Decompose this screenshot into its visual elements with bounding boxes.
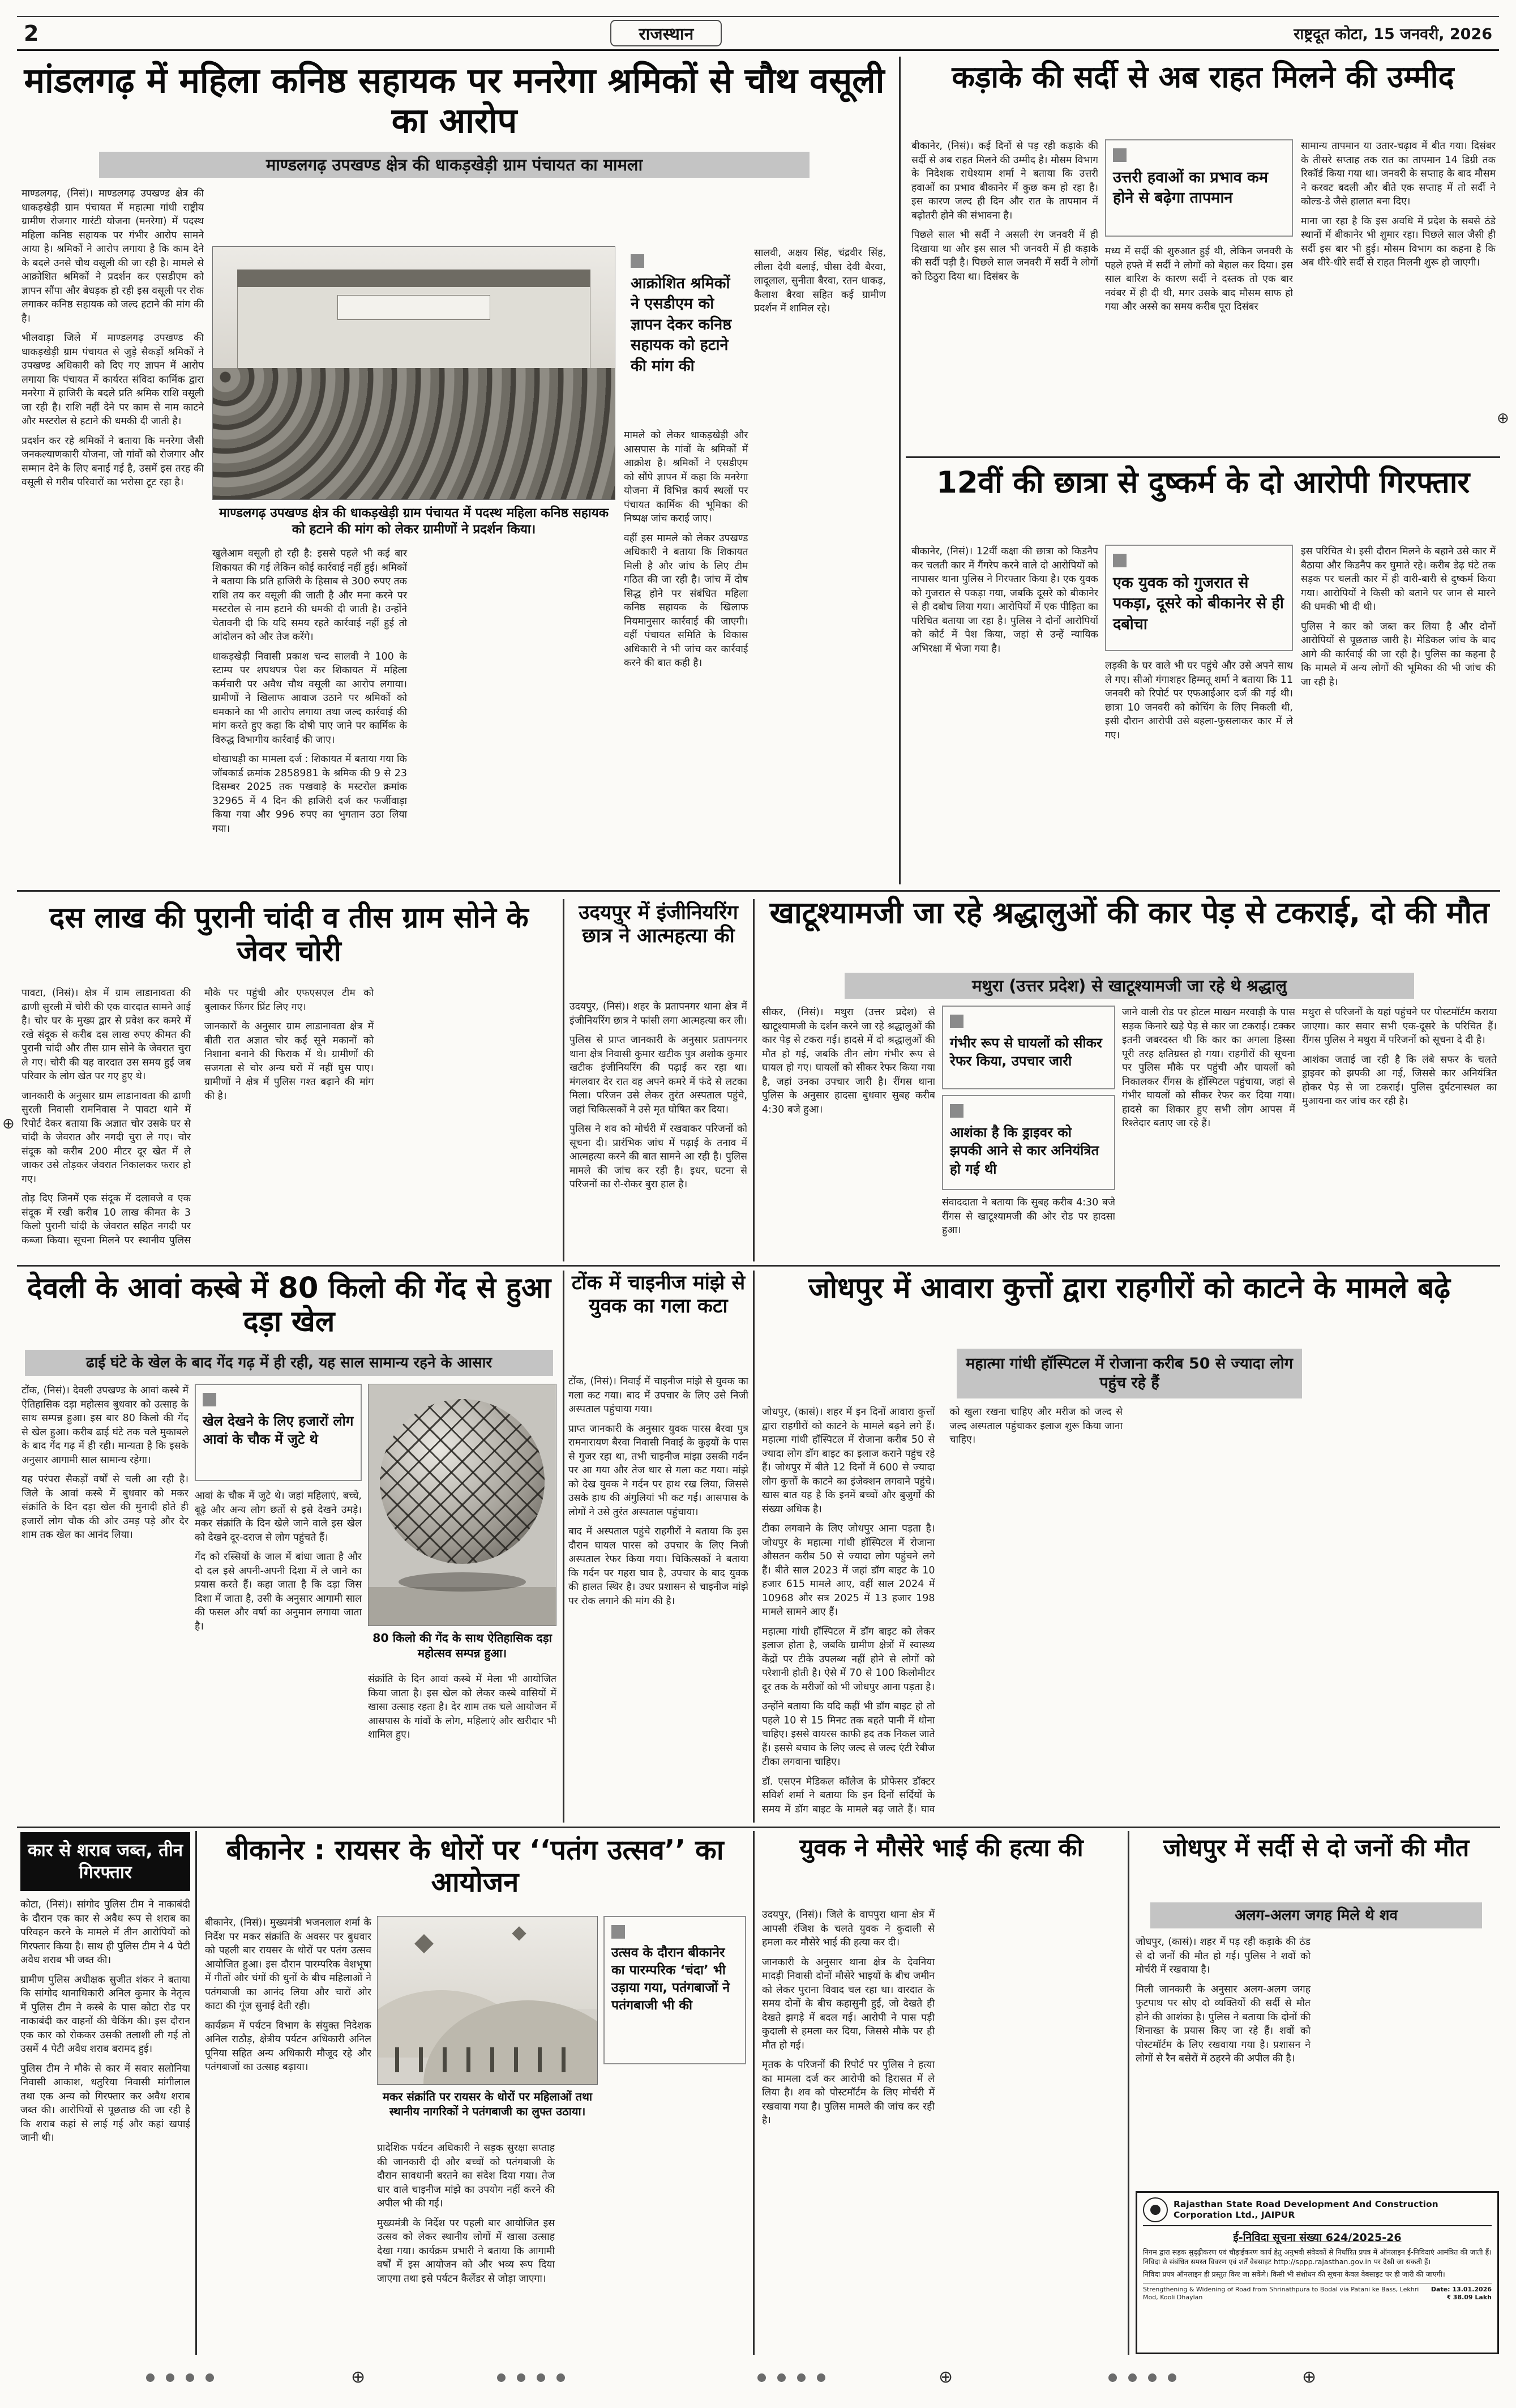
article-body: प्रादेशिक पर्यटन अधिकारी ने सड़क सुरक्षा सप्ताह की जानकारी दी और बच्चों को पतंगबाजी के दौरान सावधानी बरतने का संदेश दिया गया। तेज धार वाले चाइनीज मांझे का उपयोग नहीं करने की अपील भी की गई। मुख्यमंत्री के निर्देश पर पहली बार आयोजित इस उत्सव को लेकर स्थानीय लोगों में खासा उत्साह देखा गया। कार्यक्रम प्रभारी ने बताया कि आगामी वर्षों में इस आयोजन को और भव्य रूप दिया जाएगा तथा इसे पर्यटन कैलेंडर से जोड़ा जाएगा।: [377, 2142, 555, 2285]
color-dot: [817, 2373, 825, 2382]
color-dot: [777, 2373, 786, 2382]
article-body: सीकर, (निसं)। मथुरा (उत्तर प्रदेश) से खाटूश्यामजी के दर्शन करने जा रहे श्रद्धालुओं की कार पेड़ से टकरा गई। हादसे में दो श्रद्धालुओं की मौत हो गई, जबकि तीन लोग गंभीर रूप से घायल हो गए। घायलों को सीकर रेफर किया गया है, जहां उनका उपचार जारी है। रींगस थाना पुलिस के अनुसार हादसा बुधवार सुबह करीब 4:30 बजे हुआ।: [762, 1007, 935, 1115]
bullet-square-icon: [611, 1925, 625, 1939]
ad-footer: [1143, 2283, 1492, 2302]
article-body: जाने वाली रोड पर होटल माखन मरवाड़ी के पास सड़क किनारे खड़े पेड़ से कार जा टकराई। टक्कर इतनी जबरदस्त थी कि कार का अगला हिस्सा पूरी तरह क्षतिग्रस्त हो गया। राहगीरों की सूचना पर पुलिस मौके पर पहुंची और घायलों को निकालकर रींगस के हॉस्पिटल पहुंचाया, जहां से गंभीर घायलों को सीकर रेफर कर दिया गया। हादसे का शिकार हुए सभी लोग आपस में रिश्तेदार बताए जा रहे हैं।: [1122, 1007, 1295, 1129]
infobox-patang: [603, 1916, 746, 2064]
dada-ball-photo: [368, 1384, 556, 1626]
color-registration-dots: [1108, 2373, 1176, 2382]
photo-ball: [380, 1399, 545, 1564]
divider: [1128, 1831, 1129, 2355]
article-body: उदयपुर, (निसं)। शहर के प्रतापनगर थाना क्षेत्र में इंजीनियरिंग छात्र ने फांसी लगा आत्महत्या कर ली। पुलिस से प्राप्त जानकारी के अनुसार प्रतापनगर थाना क्षेत्र निवासी कुमार खटीक पुत्र अशोक कुमार खटीक इंजीनियरिंग की पढ़ाई कर रहा था। मंगलवार देर रात वह अपने कमरे में फंदे से लटका मिला। परिजन उसे लेकर तुरंत अस्पताल पहुंचे, जहां चिकित्सकों ने उसे मृत घोषित कर दिया। पुलिस ने शव को मोर्चरी में रखवाकर परिजनों को सूचना दी। प्रारंभिक जांच में पढ़ाई के तनाव में आत्महत्या करने की बात सामने आ रही है। पुलिस मामले की जांच कर रही है। इधर, घटना से परिजनों का रो-रोकर बुरा हाल है।: [569, 1001, 747, 1190]
photo-roof: [237, 270, 591, 287]
photo-caption-mandalgarh: माण्डलगढ़ उपखण्ड क्षेत्र की धाकड़खेड़ी ग्राम पंचायत में पदस्थ महिला कनिष्ठ सहायक को हटाने की मांग को लेकर ग्रामीणों ने प्रदर्शन किया।: [219, 506, 609, 537]
headline-sardi: कड़ाके की सर्दी से अब राहत मिलने की उम्मीद: [952, 60, 1454, 95]
color-dot: [1108, 2373, 1117, 2382]
ad-meta: [1431, 2286, 1492, 2302]
color-dot: [205, 2373, 214, 2382]
bullet-square-icon: [950, 1104, 963, 1118]
photo-crowd: [213, 368, 615, 499]
photo-people: [395, 2047, 580, 2072]
article-body: इस परिचित थे। इसी दौरान मिलने के बहाने उसे कार में बैठाया और किडनैप कर घुमाते रहे। करीब डेढ़ घंटे तक सड़क पर चलती कार में ही वारी-बारी से दुष्कर्म किया गया। आरोपियों ने किसी को बताने पर जान से मारने की धमकी भी दी थी। पुलिस ने कार को जब्त कर लिया है और दोनों आरोपियों से पूछताछ जारी है। मेडिकल जांच के बाद आगे की कार्रवाई की जा रही है। पुलिस का कहना है कि मामले में अन्य लोगों की भूमिका की भी जांच की जा रही है।: [1301, 546, 1496, 688]
divider: [563, 899, 564, 1261]
infobox-khatu-2: [942, 1095, 1115, 1190]
divider: [753, 1831, 755, 2355]
article-body: आवां के चौक में जुटे थे। जहां महिलाएं, बच्चे, बूढ़े और अन्य लोग छतों से इसे देखने उमड़े। मकर संक्रांति के दिन खेले जाने वाले इस खेल को देखने दूर-दराज से लोग पहुंचते हैं। गेंद को रस्सियों के जाल में बांधा जाता है और दो दल इसे अपनी-अपनी दिशा में ले जाने का प्रयास करते हैं। कहा जाता है कि दड़ा जिस दिशा में जाता है, उसी के अनुसार आगामी साल की फसल और वर्षा का अनुमान लगाया जाता है।: [195, 1490, 362, 1632]
color-dot: [556, 2373, 565, 2382]
headline-dogs: जोधपुर में आवारा कुत्तों द्वारा राहगीरों को काटने के मामले बढ़े: [808, 1272, 1450, 1305]
bullet-square-icon: [1113, 148, 1127, 162]
edition-date: राष्ट्रदूत कोटा, 15 जनवरी, 2026: [1294, 25, 1492, 43]
color-dot: [497, 2373, 506, 2382]
article-body: जोधपुर, (कासं)। शहर में पड़ रही कड़ाके की ठंड से दो जनों की मौत हो गई। पुलिस ने शवों को मोर्चरी में रखवाया है। मिली जानकारी के अनुसार अलग-अलग जगह फुटपाथ पर सोए दो व्यक्तियों की सर्दी से मौत होने की आशंका है। पुलिस ने बताया कि दोनों की शिनाख्त के प्रयास किए जा रहे हैं। शवों को पोस्टमॉर्टम के लिए रखवाया गया है। प्रशासन ने लोगों से रैन बसेरों में ठहरने की अपील की है।: [1136, 1936, 1311, 2064]
registration-mark-icon: ⊕: [1302, 2367, 1317, 2387]
infobox-text: उत्सव के दौरान बीकानेर का पारम्परिक ‘चंदा’ भी उड़ाया गया, पतंगबाजों ने पतंगबाजी भी की: [611, 1945, 730, 2013]
article-body: बीकानेर, (निसं)। कई दिनों से पड़ रही कड़ाके की सर्दी से अब राहत मिलने की उम्मीद है। मौसम विभाग के निदेशक राधेश्याम शर्मा ने बताया कि उत्तरी हवाओं का प्रभाव बीकानेर में कुछ कम हो रहा है। इस कारण जल्द ही दिन और रात के तापमान में बढ़ोतरी होने की संभावना है। पिछले साल भी सर्दी ने असली रंग जनवरी में ही दिखाया था और इस साल भी जनवरी में ही कड़ाके की सर्दी पड़ी है। पिछले साल जनवरी में सर्दी ने लोगों को ठिठुरा दिया था। दिसंबर के: [911, 140, 1098, 283]
registration-mark-icon: ⊕: [939, 2367, 953, 2387]
color-dot: [166, 2373, 174, 2382]
section-name: राजस्थान: [610, 20, 722, 46]
article-body: मामले को लेकर धाकड़खेड़ी और आसपास के गांवों के श्रमिकों में आक्रोश है। श्रमिकों ने एसडीएम को सौंपे ज्ञापन में कहा कि मनरेगा योजना में विभिन्न कार्य स्थलों पर पंचायत कार्मिक की भूमिका की निष्पक्ष जांच कराई जाए। वहीं इस मामले को लेकर उपखण्ड अधिकारी ने बताया कि शिकायत मिली है और जांच के लिए टीम गठित की जा रही है। जांच में दोष सिद्ध होने पर संबंधित महिला कनिष्ठ सहायक के खिलाफ नियमानुसार कार्रवाई की जाएगी। वहीं पंचायत समिति के विकास अधिकारी ने भी जांच कर कार्रवाई करने की बात कही है।: [624, 430, 748, 669]
registration-mark-icon: ⊕: [1497, 410, 1509, 427]
headline-tonk: टोंक में चाइनीज मांझे से युवक का गला कटा: [571, 1272, 746, 1318]
article-body: माण्डलगढ़, (निसं)। माण्डलगढ़ उपखण्ड क्षेत्र की धाकड़खेड़ी ग्राम पंचायत में महात्मा गांधी राष्ट्रीय ग्रामीण रोजगार गारंटी योजना (मनरेगा) में पदस्थ महिला कनिष्ठ सहायक पर गंभीर आरोप सामने आया है। श्रमिकों ने आरोप लगाया है कि काम देने के बदले उनसे चौथ वसूली की जा रही है। मामले से आक्रोशित श्रमिकों ने प्रदर्शन कर एसडीएम को ज्ञापन सौंपा और बेधड़क हो रही इस वसूली पर रोक लगाकर कनिष्ठ सहायक को जल्द हटाने की मांग की है। भीलवाड़ा जिले में माण्डलगढ़ उपखण्ड की धाकड़खेड़ी ग्राम पंचायत से जुड़े सैकड़ों श्रमिकों ने उपखण्ड अधिकारी को दिए गए ज्ञापन में आरोप लगाया कि पंचायत में कार्यरत संविदा कार्मिक द्वारा मनरेगा में हाजिरी के बदले प्रति श्रमिक राशि वसूली जा रही है। राशि नहीं देने पर काम से नाम काटने और मस्टरोल से हटाने की धमकी दी जाती है। प्रदर्शन कर रहे श्रमिकों ने बताया कि मनरेगा जैसी जनकल्याणकारी योजना, जो गांवों को रोजगार और सम्मान देने के लिए बनाई गई है, उसमें इस तरह की वसूली से गरीब परिवारों का भरोसा टूट रहा है।: [22, 188, 204, 488]
ad-body: निगम द्वारा सड़क सुदृढ़ीकरण एवं चौड़ाईकरण कार्य हेतु अनुभवी संवेदकों से निर्धारित प्रपत्र में ऑनलाइन ई-निविदाएं आमंत्रित की जाती हैं। निविदा से संबंधित समस्त विवरण एवं शर्तें वेबसाइट http://sppp.rajasthan.gov.in पर देखी जा सकती हैं। निविदा प्रपत्र ऑनलाइन ही प्रस्तुत किए जा सकेंगे। किसी भी संशोधन की सूचना केवल वेबसाइट पर ही जारी की जाएगी।: [1143, 2248, 1492, 2278]
divider: [17, 1827, 1500, 1828]
color-dot: [537, 2373, 545, 2382]
kicker-dada: ढाई घंटे के खेल के बाद गेंद गढ़ में ही रही, यह साल सामान्य रहने के आसार: [25, 1350, 553, 1376]
photo-signboard: [337, 295, 490, 320]
article-body: बीकानेर, (निसं)। 12वीं कक्षा की छात्रा को किडनैप कर चलती कार में गैंगरेप करने वाले दो आरोपियों को नापासर थाना पुलिस ने गिरफ्तार किया है। एक युवक को गुजरात से पकड़ा गया, जबकि दूसरे को बीकानेर से ही दबोच लिया गया। आरोपियों में एक पीड़िता का परिचित बताया जा रहा है। पुलिस ने दोनों आरोपियों को कोर्ट में पेश किया, जहां से उन्हें न्यायिक अभिरक्षा में भेजा गया है।: [911, 546, 1098, 655]
bullet-square-icon: [203, 1393, 216, 1406]
bullet-square-icon: [631, 254, 644, 268]
infobox-dada: [195, 1384, 362, 1481]
protest-photo: [212, 246, 615, 500]
color-dot: [1128, 2373, 1137, 2382]
page-number: 2: [24, 20, 39, 46]
article-body: मध्य में सर्दी की शुरुआत हुई थी, लेकिन जनवरी के पहले हफ्ते में सर्दी ने लोगों को बेहाल कर दिया। इस साल बारिश के कारण सर्दी ने दस्तक तो एक बार नवंबर में ही दी थी, मगर उसके बाद मौसम साफ हो गया और अस्से का समय करीब पूरा दिसंबर: [1105, 246, 1293, 313]
ad-date: Date: 13.01.2026: [1431, 2285, 1492, 2293]
rsrdc-logo-icon: [1143, 2197, 1168, 2222]
photo-net: [380, 1399, 545, 1564]
article-body: लड़की के घर वाले भी घर पहुंचे और उसे अपने साथ ले गए। सीओ गंगाशहर हिम्मतू शर्मा ने बताया कि 11 जनवरी को रिपोर्ट पर एफआईआर दर्ज की गई थी। छात्रा 10 जनवरी को कोचिंग के लिए निकली थी, इसी दौरान आरोपी उसे बहला-फुसलाकर कार में ले गए।: [1105, 660, 1293, 741]
ad-title: Rajasthan State Road Development And Construction Corporation Ltd., JAIPUR: [1174, 2199, 1438, 2220]
color-registration-dots: [497, 2373, 565, 2382]
article-body: टोंक, (निसं)। निवाई में चाइनीज मांझे से युवक का गला कट गया। बाद में उपचार के लिए उसे निजी अस्पताल पहुंचाया गया। प्राप्त जानकारी के अनुसार युवक पारस बैरवा पुत्र रामनारायण बैरवा निवासी निवाई के कुइयों के पास से गुजर रहा था, तभी चाइनीज मांझा उसकी गर्दन पर आ गया और तेज धार से गला कट गया। मांझे को देख युवक ने गर्दन पर हाथ रख लिया, जिससे उसके हाथ की अंगुलियां भी कट गईं। आसपास के लोगों ने उसे तुरंत अस्पताल पहुंचाया। बाद में अस्पताल पहुंचे राहगीरों ने बताया कि इस दौरान घायल पारस को उपचार के लिए निजी अस्पताल रेफर किया गया। चिकित्सकों ने बताया कि गर्दन पर गहरा घाव है, उपचार के बाद युवक की हालत स्थिर है। उधर प्रशासन से चाइनीज मांझे पर रोक लगाने की मांग की है।: [568, 1376, 748, 1607]
article-body: कोटा, (निसं)। सांगोद पुलिस टीम ने नाकाबंदी के दौरान एक कार से अवैध रूप से शराब का परिवहन करने के मामले में तीन आरोपियों को गिरफ्तार किया है। साथ ही पुलिस टीम ने 4 पेटी अवैध शराब भी जब्त की। ग्रामीण पुलिस अधीक्षक सुजीत शंकर ने बताया कि सांगोद थानाधिकारी अनिल कुमार के नेतृत्व में पुलिस टीम ने कस्बे के पास कोटा रोड पर नाकाबंदी कर वाहनों की चैकिंग की। इस दौरान एक कार को रोककर उसकी तलाशी ली गई तो उसमें 4 पेटी अवैध शराब बरामद हुई। पुलिस टीम ने मौके से कार में सवार सलोनिया निवासी आकाश, धतुरिया निवासी मांगीलाल तथा एक अन्य को गिरफ्तार कर अवैध शराब जब्त की। आरोपियों से पूछताछ की जा रही है कि शराब कहां से लाई गई और कहां खपाई जानी थी।: [20, 1899, 190, 2144]
article-body: जोधपुर, (कासं)। शहर में इन दिनों आवारा कुत्तों द्वारा राहगीरों को काटने के मामले बढ़ने लगे हैं। महात्मा गांधी हॉस्पिटल में रोजाना करीब 50 से ज्यादा लोग डॉग बाइट का इलाज कराने पहुंच रहे हैं। जोधपुर में बीते 12 दिनों में 600 से ज्यादा लोग कुत्तों के काटने का इंजेक्शन लगवाने पहुंचे। खास बात यह है कि इनमें बच्चों और बुजुर्गों की संख्या अधिक है। टीका लगवाने के लिए जोधपुर आना पड़ता है। जोधपुर के महात्मा गांधी हॉस्पिटल में रोजाना औसतन करीब 50 से ज्यादा लोग पहुंचने लगे हैं। बीते साल 2023 में जहां डॉग बाइट के 10 हजार 615 मामले आए, वहीं साल 2024 में 10968 और सत्र 2025 में 13 हजार 198 मामले सामने आए हैं। महात्मा गांधी हॉस्पिटल में डॉग बाइट को लेकर इलाज होता है, जबकि ग्रामीण क्षेत्रों में स्वास्थ्य केंद्रों पर टीके उपलब्ध नहीं होने से लोगों को परेशानी होती है। ऐसे में 70 से 100 किलोमीटर दूर तक के मरीजों को भी जोधपुर आना पड़ता है। उन्होंने बताया कि यदि कहीं भी डॉग बाइट हो तो पहले 10 से 15 मिनट तक बहते पानी में धोना चाहिए। इससे वायरस काफी हद तक निकल जाते हैं। इससे बचाव के लिए जल्द से जल्द एंटी रेबीज टीका लगवाना चाहिए। डॉ. एसएन मेडिकल कॉलेज के प्रोफेसर डॉक्टर सविर्श शर्मा ने बताया कि इन दिनों सर्दियों के समय में डॉग बाइट के मामले बढ़ जाते हैं। घाव को खुला रखना चाहिए और मरीज को जल्द से जल्द अस्पताल पहुंचाकर इलाज शुरू किया जाना चाहिए।: [762, 1406, 1123, 1815]
infobox-chhatra: [1105, 545, 1293, 651]
article-body: मथुरा से परिजनों के यहां पहुंचने पर पोस्टमॉर्टम कराया जाएगा। कार सवार सभी एक-दूसरे के परिचित हैं। रींगस पुलिस ने मथुरा में परिजनों को सूचना दे दी है। आशंका जताई जा रही है कि लंबे सफर के चलते ड्राइवर को झपकी आ गई, जिससे कार अनियंत्रित होकर पेड़ से जा टकराई। पुलिस दुर्घटनास्थल का मुआयना कर जांच कर रही है।: [1302, 1007, 1497, 1107]
article-body: उदयपुर, (निसं)। जिले के वापपुरा थाना क्षेत्र में आपसी रंजिश के चलते युवक ने कुदाली से हमला कर मौसेरे भाई की हत्या कर दी। जानकारी के अनुसार थाना क्षेत्र के देवनिया मादड़ी निवासी दोनों मौसेरे भाइयों के बीच जमीन को लेकर पुराना विवाद चल रहा था। वारदात के समय दोनों के बीच कहासुनी हुई, जो देखते ही देखते झगड़े में बदल गई। आरोपी ने पास पड़ी कुदाली से हमला कर दिया, जिससे मौके पर ही मौत हो गई। मृतक के परिजनों की रिपोर्ट पर पुलिस ने हत्या का मामला दर्ज कर आरोपी को हिरासत में ले लिया है। शव को पोस्टमॉर्टम के लिए मोर्चरी में रखवाया गया है। पुलिस मामले की जांच कर रही है।: [762, 1909, 935, 2126]
headline-dada: देवली के आवां कस्बे में 80 किलो की गेंद से हुआ दड़ा खेल: [27, 1272, 551, 1339]
infobox-text: खेल देखने के लिए हजारों लोग आवां के चौक में जुटे थे: [203, 1413, 354, 1448]
infobox-text: आशंका है कि ड्राइवर को झपकी आने से कार अनियंत्रित हो गई थी: [950, 1124, 1099, 1177]
infobox-text: आक्रोशित श्रमिकों ने एसडीएम को ज्ञापन देकर कनिष्ठ सहायक को हटाने की मांग की: [631, 275, 732, 375]
photo-caption-patang: मकर संक्रांति पर रायसर के धोरों पर महिलाओं तथा स्थानीय नागरिकों ने पतंगबाजी का लुफ्त उठाया।: [382, 2090, 593, 2118]
kicker-mandalgarh: माण्डलगढ़ उपखण्ड क्षेत्र की धाकड़खेड़ी ग्राम पंचायत का मामला: [99, 152, 810, 178]
infobox-text: गंभीर रूप से घायलों को सीकर रेफर किया, उपचार जारी: [950, 1035, 1102, 1070]
kicker-dogs: महात्मा गांधी हॉस्पिटल में रोजाना करीब 50 से ज्यादा लोग पहुंच रहे हैं: [957, 1349, 1302, 1398]
infobox-text: उत्तरी हवाओं का प्रभाव कम होने से बढ़ेगा तापमान: [1113, 169, 1268, 207]
ad-header: [1143, 2197, 1492, 2226]
headline-chhatra: 12वीं की छात्रा से दुष्कर्म के दो आरोपी गिरफ्तार: [936, 465, 1470, 500]
headline-khatu: खाटूश्यामजी जा रहे श्रद्धालुओं की कार पेड़ से टकराई, दो की मौत: [769, 896, 1489, 930]
infobox-khatu-1: [942, 1006, 1115, 1089]
color-dot: [146, 2373, 155, 2382]
kicker-khatu: मथुरा (उत्तर प्रदेश) से खाटूश्यामजी जा रहे थे श्रद्धालु: [845, 973, 1414, 999]
divider: [753, 1271, 755, 1823]
photo-caption-dada: 80 किलो की गेंद के साथ ऐतिहासिक दड़ा महोत्सव सम्पन्न हुआ।: [372, 1631, 552, 1660]
registration-mark-icon: ⊕: [351, 2367, 366, 2387]
headline-jsardi: जोधपुर में सर्दी से दो जनों की मौत: [1163, 1834, 1470, 1862]
infobox-mandalgarh: [624, 246, 747, 417]
infobox-sardi: [1105, 139, 1293, 237]
headline-sharab: कार से शराब जब्त, तीन गिरफ्तार: [20, 1832, 190, 1891]
divider: [563, 1271, 564, 1823]
article-body: पावटा, (निसं)। क्षेत्र में ग्राम लाडानावता की ढाणी सुरली में चोरी की एक वारदात सामने आई है। चोर घर के मुख्य द्वार से प्रवेश कर कमरे में रखे संदूक से करीब दस लाख रुपए कीमत की पुरानी चांदी और तीस ग्राम सोने के जेवरात चुरा ले गए। चोरी की यह वारदात उस समय हुई जब परिवार के लोग खेत पर गए हुए थे। जानकारी के अनुसार ग्राम लाडानावता की ढाणी सुरली निवासी रामनिवास ने पावटा थाने में रिपोर्ट देकर बताया कि अज्ञात चोर उसके घर से चांदी के जेवरात और नगदी चुरा ले गए। चोर संदूक को करीब 200 मीटर दूर खेत में ले जाकर उसे तोड़कर जेवरात निकालकर फरार हो गए। तोड़ दिए जिनमें एक संदूक में दलावजे व एक संदूक में रखी करीब 10 लाख कीमत के 3 किलो पुरानी चांदी के जेवरात सहित नगदी पर कब्जा किया। सूचना मिलने पर स्थानीय पुलिस मौके पर पहुंची और एफएसएल टीम को बुलाकर फिंगर प्रिंट लिए गए। जानकारों के अनुसार ग्राम लाडानावता क्षेत्र में बीती रात अज्ञात चोर कई सूने मकानों को निशाना बनाने की फिराक में थे। ग्रामीणों की सजगता से चोर अन्य घरों में नहीं घुस पाए। ग्रामीणों ने क्षेत्र में पुलिस गश्त बढ़ाने की मांग की है।: [22, 987, 374, 1246]
color-dot: [757, 2373, 766, 2382]
article-body: सामान्य तापमान या उतार-चढ़ाव में बीत गया। दिसंबर के तीसरे सप्ताह तक रात का तापमान 14 डिग्री तक रिकॉर्ड किया गया था। जनवरी के सप्ताह के बाद मौसम ने करवट बदली और बीते एक सप्ताह में तो सर्दी ने कोल्ड-डे जैसे हालात बना दिए। माना जा रहा है कि इस अवधि में प्रदेश के सबसे ठंडे स्थानों में बीकानेर भी शुमार रहा। पिछले साल जैसी ही सर्दी इस बार भी हुई। मौसम विभाग का कहना है कि अब धीरे-धीरे सर्दी से राहत मिलनी शुरू हो जाएगी।: [1301, 140, 1496, 268]
headline-udaipur: उदयपुर में इंजीनियरिंग छात्र ने आत्महत्या की: [579, 901, 738, 947]
infobox-text: एक युवक को गुजरात से पकड़ा, दूसरे को बीकानेर से ही दबोचा: [1113, 574, 1284, 633]
headline-mausera: युवक ने मौसेरे भाई की हत्या की: [799, 1834, 1084, 1862]
headline-chori: दस लाख की पुरानी चांदी व तीस ग्राम सोने के जेवर चोरी: [49, 901, 529, 969]
headline-mandalgarh: मांडलगढ़ में महिला कनिष्ठ सहायक पर मनरेगा श्रमिकों से चौथ वसूली का आरोप: [24, 61, 885, 141]
tender-advertisement: [1136, 2191, 1499, 2354]
divider: [753, 899, 755, 1261]
divider: [17, 890, 1500, 892]
ad-cost: ₹ 38.09 Lakh: [1446, 2293, 1492, 2301]
color-dot: [517, 2373, 525, 2382]
article-body: खुलेआम वसूली हो रही है: इससे पहले भी कई बार शिकायत की गई लेकिन कोई कार्रवाई नहीं हुई। श्रमिकों ने बताया कि प्रति हाजिरी के हिसाब से 300 रुपए तक राशि तय कर वसूली की जाती है और मना करने पर मस्टरोल से नाम हटाने की धमकी दी जाती है। उन्होंने चेतावनी दी कि यदि समय रहते कार्रवाई नहीं हुई तो आंदोलन को और तेज करेंगे। धाकड़खेड़ी निवासी प्रकाश चन्द सालवी ने 100 के स्टाम्प पर शपथपत्र पेश कर शिकायत में महिला कर्मचारी पर अवैध चौथ वसूली का आरोप लगाया। ग्रामीणों ने खिलाफ आवाज उठाने पर श्रमिकों को धमकाने का भी आरोप लगाया तथा जल्द कार्रवाई की मांग करते हुए कहा कि दोषी पाए जाने पर कार्मिक के विरुद्ध विभागीय कार्रवाई की जाए। धोखाधड़ी का मामला दर्ज : शिकायत में बताया गया कि जॉबकार्ड क्रमांक 2858981 के श्रमिक की 9 से 23 दिसम्बर 2025 तक पखवाड़े के मस्टरोल क्रमांक 32965 में 4 दिन की हाजिरी दर्ज कर फर्जीवाड़ा किया गया और 996 रुपए का भुगतान उठा लिया गया।: [212, 548, 407, 835]
divider: [899, 57, 901, 884]
bullet-square-icon: [950, 1015, 963, 1028]
color-dot: [1148, 2373, 1157, 2382]
divider: [17, 1265, 1500, 1267]
bullet-square-icon: [1113, 554, 1127, 567]
kite-festival-photo: [377, 1916, 598, 2085]
color-registration-dots: [146, 2373, 214, 2382]
kicker-jsardi: अलग-अलग जगह मिले थे शव: [1150, 1902, 1482, 1928]
color-registration-dots: [757, 2373, 825, 2382]
article-body: सालवी, अक्षय सिंह, चंद्रवीर सिंह, लीला देवी बलाई, घीसा देवी बैरवा, लादूलाल, सुनीता बैरवा, रतन धाकड़, कैलाश बैरवा सहित कई ग्रामीण प्रदर्शन में शामिल रहे।: [754, 247, 886, 314]
ad-work-description: Strengthening & Widening of Road from Shrinathpura to Bodal via Patani ke Bass, Lekhri Mod, Kooli Dhaylan: [1143, 2285, 1419, 2301]
color-dot: [186, 2373, 194, 2382]
ad-tender-number: ई-निविदा सूचना संख्या 624/2025-26: [1233, 2231, 1402, 2244]
article-body: संक्रांति के दिन आवां कस्बे में मेला भी आयोजित किया जाता है। इस खेल को लेकर कस्बे वासियों में खासा उत्साह रहता है। देर शाम तक चले आयोजन में आसपास के गांवों के लोग, महिलाएं और खरीदार भी शामिल हुए।: [368, 1674, 556, 1740]
photo-ground: [369, 1587, 556, 1626]
headline-patang: बीकानेर : रायसर के धोरों पर ‘‘पतंग उत्सव’’ का आयोजन: [226, 1834, 724, 1898]
divider: [906, 456, 1500, 458]
registration-mark-icon: ⊕: [2, 1115, 15, 1132]
color-dot: [1168, 2373, 1176, 2382]
article-body: संवाददाता ने बताया कि सुबह करीब 4:30 बजे रींगस से खाटूश्यामजी की ओर रोड पर हादसा हुआ।: [942, 1197, 1115, 1236]
article-body: टोंक, (निसं)। देवली उपखण्ड के आवां कस्बे में ऐतिहासिक दड़ा महोत्सव बुधवार को उत्साह के साथ सम्पन्न हुआ। इस बार 80 किलो की गेंद से खेल हुआ। करीब ढाई घंटे तक चले मुकाबले के बाद गेंद गढ़ में ही रही। मान्यता है कि इसके अनुसार आगामी साल सामान्य रहेगा। यह परंपरा सैकड़ों वर्षों से चली आ रही है। जिले के आवां कस्बे में बुधवार को मकर संक्रांति के दिन दड़ा खेल की मुनादी होते ही हजारों लोग चौक की ओर उमड़ पड़े और देर शाम तक खेल का आनंद लिया।: [22, 1385, 189, 1541]
divider: [195, 1831, 197, 2355]
article-body: बीकानेर, (निसं)। मुख्यमंत्री भजनलाल शर्मा के निर्देश पर मकर संक्रांति के अवसर पर बुधवार को पहली बार रायसर के धोरों पर पतंग उत्सव आयोजित हुआ। इस दौरान पारम्परिक वेशभूषा में गीतों और चंगों की धुनों के बीच महिलाओं ने पतंगबाजी का आनंद लिया और चारों ओर काटा की गूंज सुनाई देती रही। कार्यक्रम में पर्यटन विभाग के संयुक्त निदेशक अनिल राठौड़, क्षेत्रीय पर्यटन अधिकारी अनिल पूनिया सहित अन्य अधिकारी मौजूद रहे और पतंगबाजों का उत्साह बढ़ाया।: [205, 1917, 371, 2073]
color-dot: [797, 2373, 806, 2382]
page-header: [17, 16, 1499, 51]
